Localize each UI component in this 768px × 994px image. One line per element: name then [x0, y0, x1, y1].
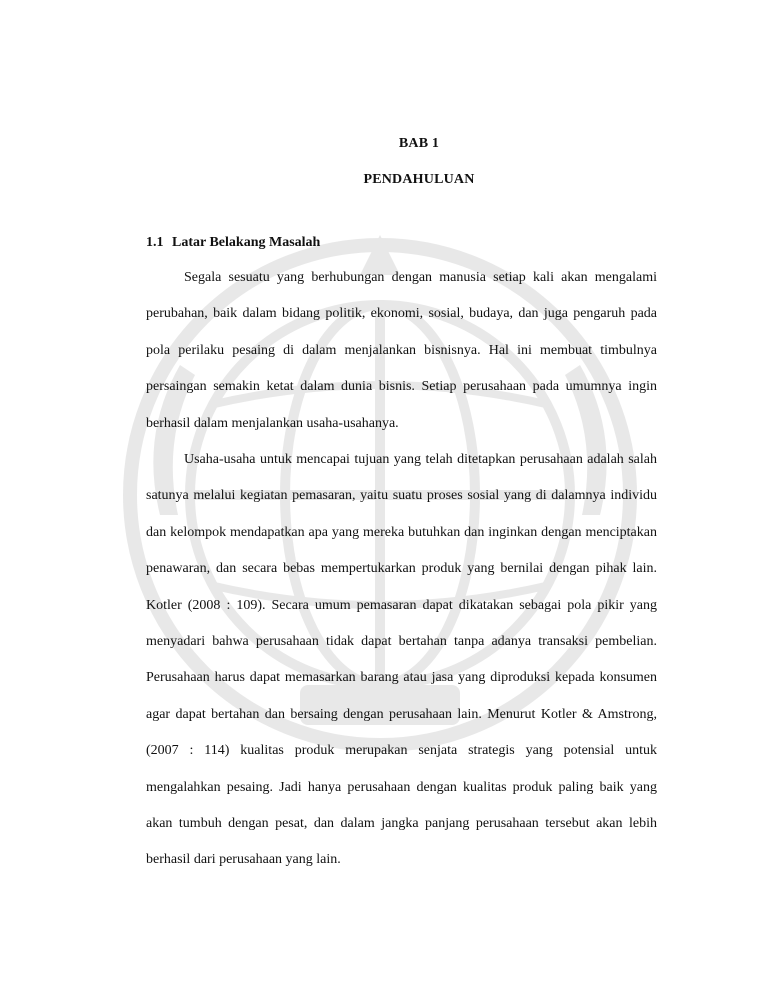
chapter-number: BAB 1: [398, 136, 440, 151]
section-number: 1.1: [146, 235, 164, 250]
section-title: Latar Belakang Masalah: [172, 235, 321, 250]
section-heading: [146, 235, 320, 251]
chapter-title: PENDAHULUAN: [363, 172, 475, 187]
paragraph-text: Segala sesuatu yang berhubungan dengan manusia setiap kali akan mengalami perubahan, baik dalam bidang politik, ekonomi, sosial, budaya, dan juga pengaruh pada pola perilaku pesaing di dalam menjalankan bisnisnya. Hal ini membuat timbulnya persaingan semakin ketat dalam dunia bisnis. Setiap perusahaan pada umumnya ingin berhasil dalam menjalankan usaha-usahanya.: [146, 270, 657, 431]
paragraph-text: Usaha-usaha untuk mencapai tujuan yang telah ditetapkan perusahaan adalah salah satunya melalui kegiatan pemasaran, yaitu suatu proses sosial yang di dalamnya individu dan kelompok mendapatkan apa yang mereka butuhkan dan inginkan dengan menciptakan penawaran, dan secara bebas mempertukarkan produk yang bernilai dengan pihak lain. Kotler (2008 : 109). Secara umum pemasaran dapat dikatakan sebagai pola pikir yang menyadari bahwa perusahaan tidak dapat bertahan tanpa adanya transaksi pembelian. Perusahaan harus dapat memasarkan barang atau jasa yang diproduksi kepada konsumen agar dapat bertahan dan bersaing dengan perusahaan lain. Menurut Kotler & Amstrong, (2007 : 114) kualitas produk merupakan senjata strategis yang potensial untuk mengalahkan pesaing. Jadi hanya perusahaan dengan kualitas produk paling baik yang akan tumbuh dengan pesat, dan dalam jangka panjang perusahaan tersebut akan lebih berhasil dari perusahaan yang lain.: [146, 452, 657, 868]
paragraph-2: [146, 442, 657, 879]
paragraph-1: [146, 260, 657, 442]
